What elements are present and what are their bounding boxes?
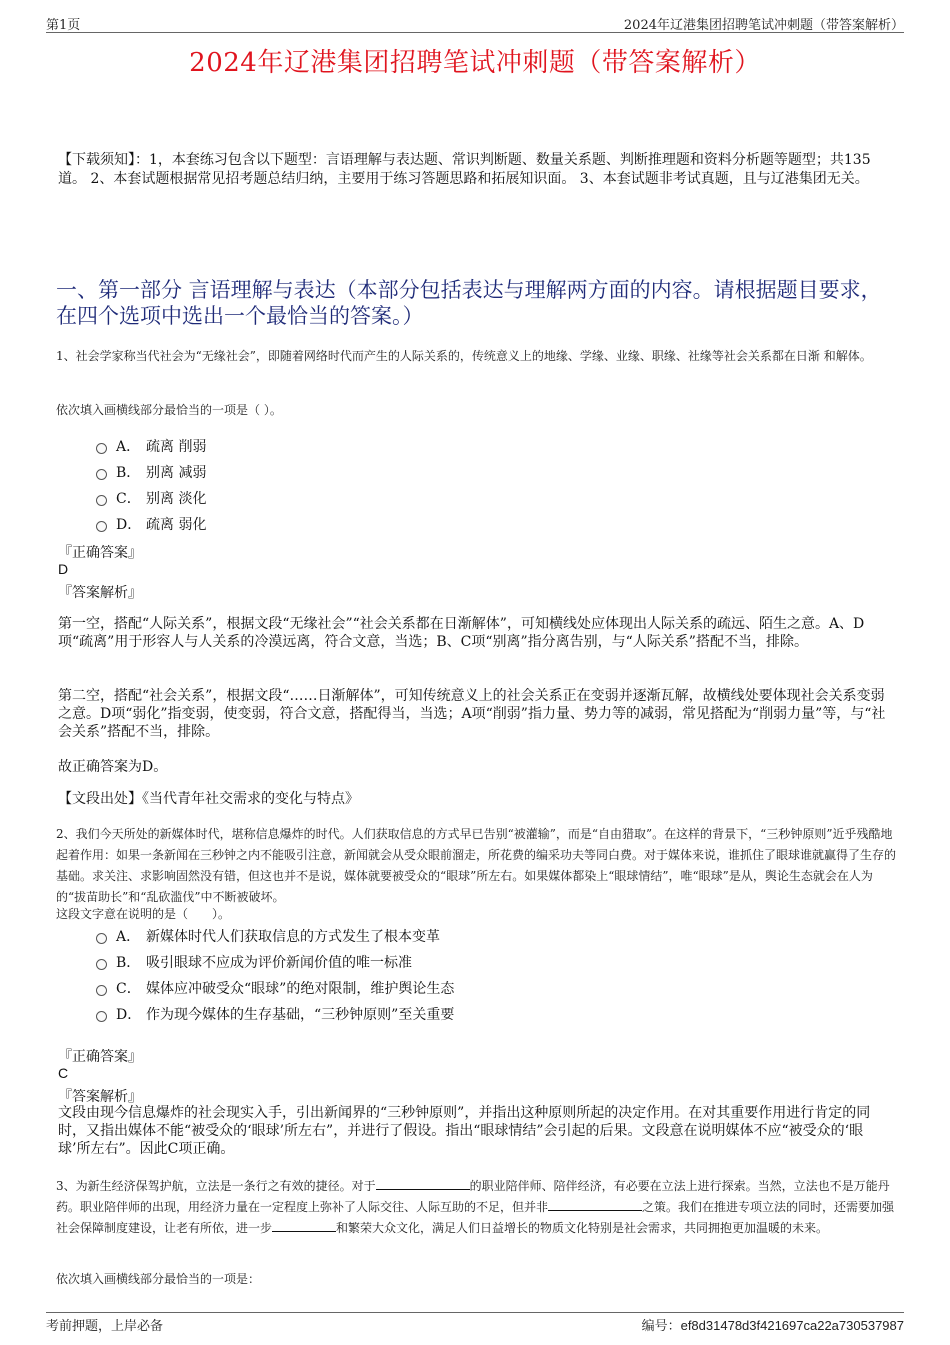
- correct-answer-label: 『正确答案』: [58, 1049, 142, 1065]
- question-1-answer: D: [58, 561, 69, 577]
- question-2-analysis: 文段由现今信息爆炸的社会现实入手，引出新闻界的“三秒钟原则”，并指出这种原则所起的决定作用。在对其重要作用进行肯定的同时，又指出媒体不能“被受众的‘眼球’所左右”，并进行了假设。指出“眼球情结”会引起的后果。文段意在说明媒体不应“被受众的‘眼球’所左右”。因此C项正确。: [58, 1105, 871, 1157]
- option-d[interactable]: D． 疏离 弱化: [96, 511, 206, 537]
- radio-icon[interactable]: [96, 959, 107, 970]
- page-footer: [46, 1312, 904, 1334]
- question-2-options: [96, 923, 454, 1027]
- option-b[interactable]: B． 别离 减弱: [96, 459, 206, 485]
- question-1-conclusion: 故正确答案为D。: [58, 759, 168, 775]
- option-a[interactable]: A． 疏离 削弱: [96, 433, 206, 459]
- question-1-options: [96, 433, 206, 537]
- document-title: 2024年辽港集团招聘笔试冲刺题（带答案解析）: [189, 48, 761, 78]
- page-number: 第1页: [46, 18, 81, 33]
- section-heading: 一、第一部分 言语理解与表达（本部分包括表达与理解两方面的内容。请根据题目要求，在四个选项中选出一个最恰当的答案。）: [56, 278, 882, 328]
- header-doc-title: 2024年辽港集团招聘笔试冲刺题（带答案解析）: [623, 18, 904, 33]
- radio-icon[interactable]: [96, 495, 107, 506]
- option-c[interactable]: C． 别离 淡化: [96, 485, 206, 511]
- fill-blank-2[interactable]: [548, 1198, 642, 1211]
- question-1-prompt: 依次填入画横线部分最恰当的一项是（ ）。: [56, 403, 282, 417]
- correct-answer-label: 『正确答案』: [58, 545, 142, 561]
- fill-blank-1[interactable]: [376, 1177, 470, 1190]
- radio-icon[interactable]: [96, 521, 107, 532]
- question-2-prompt: 这段文字意在说明的是（ ）。: [56, 907, 231, 921]
- analysis-label: 『答案解析』: [58, 1089, 142, 1105]
- question-2-answer: C: [58, 1065, 69, 1081]
- radio-icon[interactable]: [96, 933, 107, 944]
- fill-blank-3[interactable]: [272, 1219, 336, 1232]
- page-header: [46, 12, 904, 33]
- radio-icon[interactable]: [96, 469, 107, 480]
- question-3-stem: 3、为新生经济保驾护航，立法是一条行之有效的捷径。对于 的职业陪伴师、陪伴经济，有必要在立法上进行探索。当然，立法也不是万能丹药。职业陪伴师的出现，用经济力量在一定程度上弥补了人际交往、人际互助的不足，但并非 之策。我们在推进专项立法的同时，还需要加强社会保障制度建设，让老有所依，进一步 和繁荣大众文化，满足人们日益增长的物质文化特别是社会需求，共同拥抱更加温暖的未来。: [56, 1179, 895, 1235]
- option-a[interactable]: A． 新媒体时代人们获取信息的方式发生了根本变革: [96, 923, 454, 949]
- question-1-analysis-2: 第二空，搭配“社会关系”，根据文段“……日渐解体”，可知传统意义上的社会关系正在变弱并逐渐瓦解，故横线处要体现社会关系变弱之意。D项“弱化”指变弱，使变弱，符合文意，搭配得当，当选；A项“削弱”指力量、势力等的减弱，常见搭配为“削弱力量”等，与“社会关系”搭配不当，排除。: [58, 688, 886, 740]
- radio-icon[interactable]: [96, 1011, 107, 1022]
- footer-slogan: 考前押题，上岸必备: [46, 1319, 164, 1334]
- download-notice: 【下载须知】：1，本套练习包含以下题型：言语理解与表达题、常识判断题、数量关系题、判断推理题和资料分析题等题型；共135道。 2、本套试题根据常见招考题总结归纳，主要用于练习答题思路和拓展知识面。 3、本套试题非考试真题，且与辽港集团无关。: [58, 152, 871, 187]
- question-1-analysis-1: 第一空，搭配“人际关系”，根据文段“无缘社会”“社会关系都在日渐解体”，可知横线处应体现出人际关系的疏远、陌生之意。A、D项“疏离”用于形容人与人关系的冷漠远离，符合文意，当选；B、C项“别离”指分离告别，与“人际关系”搭配不当，排除。: [58, 616, 865, 650]
- radio-icon[interactable]: [96, 443, 107, 454]
- radio-icon[interactable]: [96, 985, 107, 996]
- question-2-stem: 2、我们今天所处的新媒体时代，堪称信息爆炸的时代。人们获取信息的方式早已告别“被灌输”，而是“自由猎取”。在这样的背景下，“三秒钟原则”近乎残酷地起着作用：如果一条新闻在三秒钟之内不能吸引注意，新闻就会从受众眼前溜走，所花费的编采功夫等同白费。对于媒体来说，谁抓住了眼球谁就赢得了生存的基础。求关注、求影响固然没有错，但这也并不是说，媒体就要被受众的“眼球”所左右。如果媒体都染上“眼球情结”，唯“眼球”是从，舆论生态就会在人为的“拔苗助长”和“乱砍滥伐”中不断被破坏。: [56, 827, 897, 904]
- analysis-label: 『答案解析』: [58, 585, 142, 601]
- option-c[interactable]: C． 媒体应冲破受众“眼球”的绝对限制，维护舆论生态: [96, 975, 454, 1001]
- question-1-stem: 1、社会学家称当代社会为“无缘社会”，即随着网络时代而产生的人际关系的，传统意义上的地缘、学缘、业缘、职缘、社缘等社会关系都在日渐 和解体。: [56, 349, 872, 363]
- option-b[interactable]: B． 吸引眼球不应成为评价新闻价值的唯一标准: [96, 949, 454, 975]
- option-d[interactable]: D． 作为现今媒体的生存基础，“三秒钟原则”至关重要: [96, 1001, 454, 1027]
- question-1-source: 【文段出处】《当代青年社交需求的变化与特点》: [58, 791, 359, 807]
- footer-code: 编号：ef8d31478d3f421697ca22a730537987: [641, 1318, 904, 1334]
- question-3-prompt: 依次填入画横线部分最恰当的一项是：: [56, 1272, 261, 1286]
